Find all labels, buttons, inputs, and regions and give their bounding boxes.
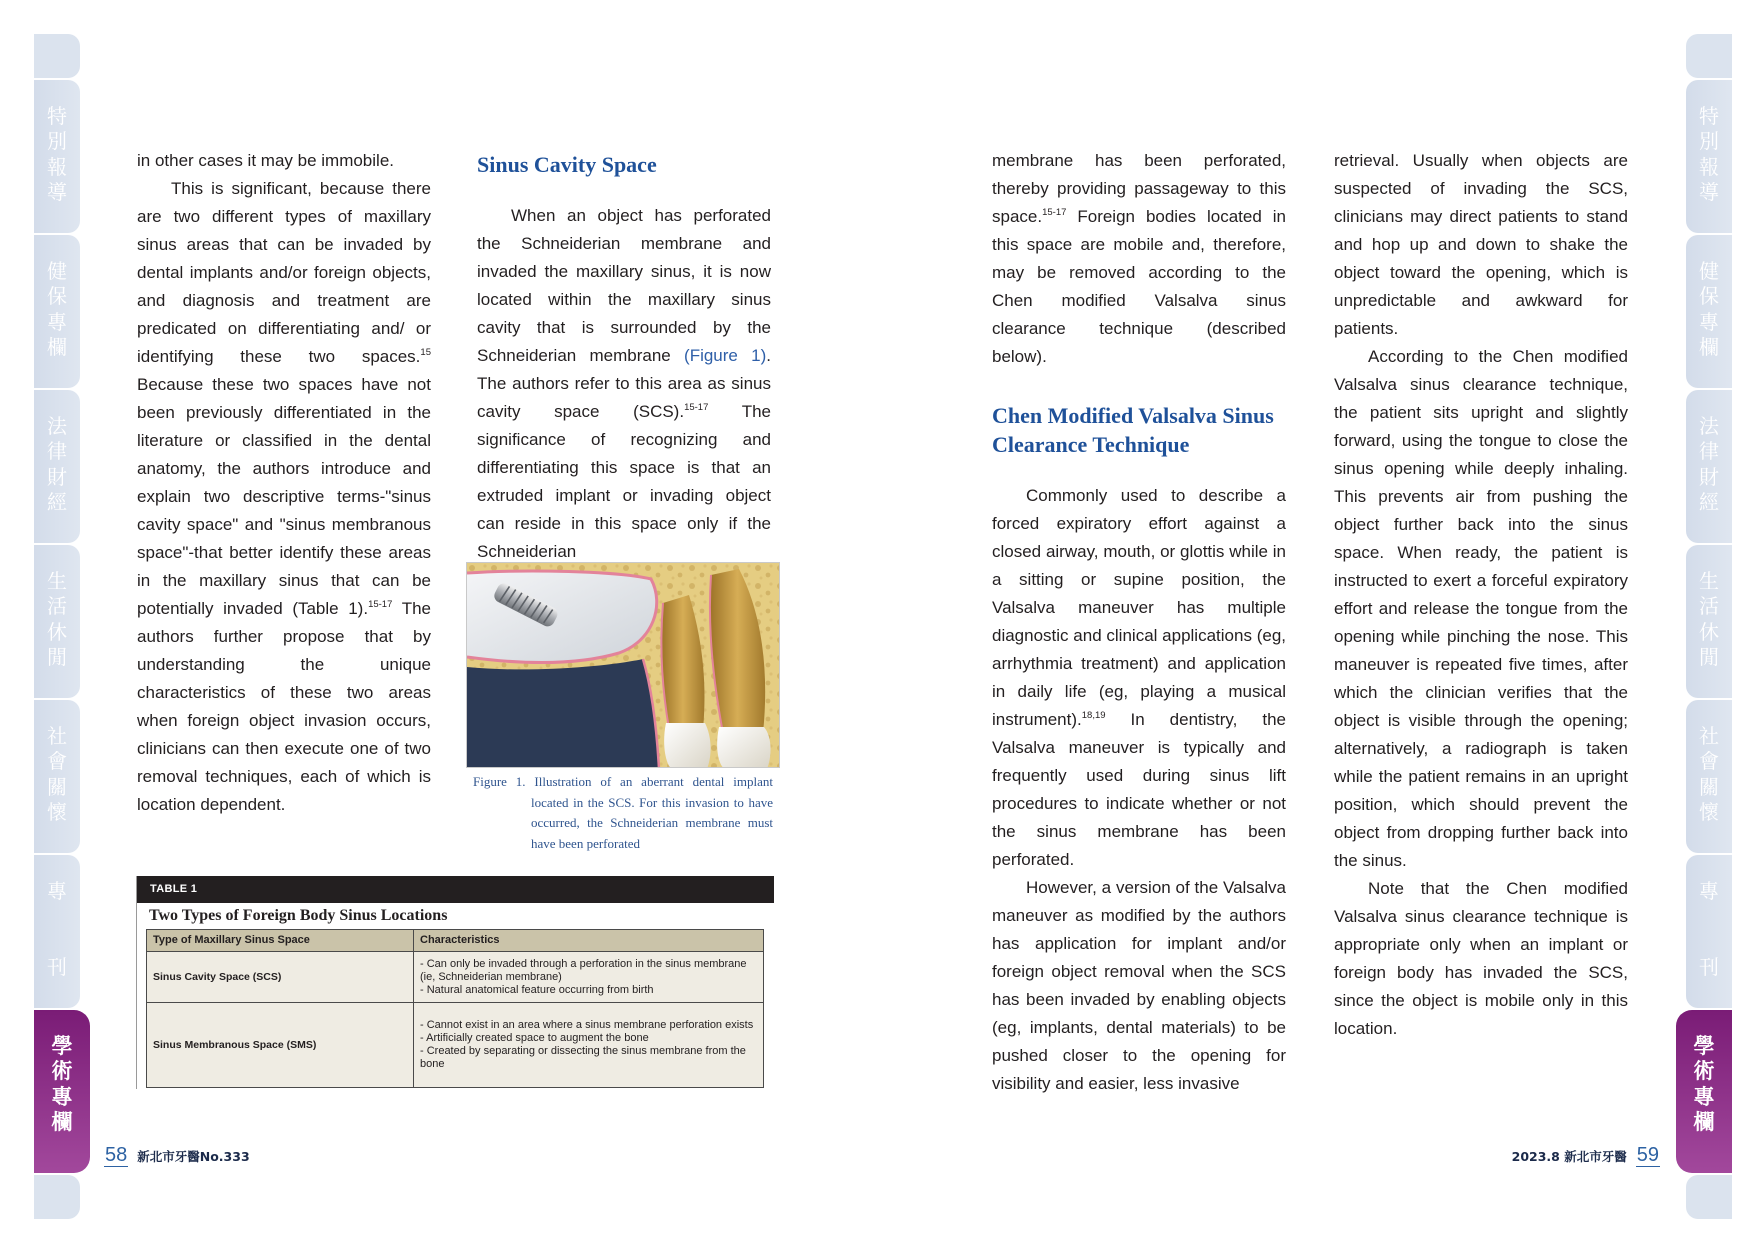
issue-date: 2023.8 xyxy=(1511,1149,1560,1164)
left-section-tabs xyxy=(34,34,80,1221)
figure-1-illustration xyxy=(467,563,780,768)
side-tab-4[interactable] xyxy=(1686,545,1732,698)
section-heading-chen-technique: Chen Modified Valsalva Sinus Clearance Technique xyxy=(992,403,1274,457)
table-row xyxy=(147,952,764,1003)
side-tab-char: 會 xyxy=(1699,749,1719,774)
side-tab-char: 特 xyxy=(47,104,67,128)
side-tab-4[interactable] xyxy=(34,545,80,698)
left-page-column-1 xyxy=(137,147,431,819)
side-tab-char: 學 xyxy=(51,1034,73,1058)
citation-superscript: 18,19 xyxy=(1081,710,1106,721)
side-tab-char: 閒 xyxy=(1699,644,1719,669)
side-tab-char: 法 xyxy=(1699,414,1719,438)
side-tab-3[interactable] xyxy=(34,390,80,543)
side-tab-char: 休 xyxy=(1699,619,1719,644)
side-tab-char: 健 xyxy=(1699,259,1719,283)
side-tab-1[interactable] xyxy=(34,80,80,233)
side-tab-char: 社 xyxy=(47,724,67,748)
side-tab-char: 保 xyxy=(1699,284,1719,309)
text-run: Commonly used to describe a forced expiratory effort against a closed airway, mouth, or glottis while in a sitting or supine position, the Valsalva maneuver has multiple diagnostic and clinical applications (eg, arrhythmia treatment) and application in daily life (eg, playing a musical instrument). xyxy=(992,486,1286,729)
side-tab-char: 專 xyxy=(51,1084,73,1109)
side-tab-char: 專 xyxy=(1699,879,1719,903)
side-tab-3[interactable] xyxy=(1686,390,1732,543)
side-tab-char: 導 xyxy=(47,179,67,204)
side-tab-label xyxy=(47,569,67,669)
paragraph xyxy=(1334,147,1628,343)
side-tab-char: 專 xyxy=(1693,1084,1715,1109)
figure-reference: (Figure 1) xyxy=(684,346,767,365)
side-tab-char: 別 xyxy=(47,129,67,154)
text-run: The authors further propose that by understanding the unique characteristics of these two areas when foreign object invasion occurs, clinicians can then execute one of two removal techniques, each of which is location dependent. xyxy=(137,599,431,814)
table-cell-space-type: Sinus Membranous Space (SMS) xyxy=(147,1003,414,1088)
side-tab-char: 欄 xyxy=(1693,1109,1715,1134)
side-tab-char: 生 xyxy=(47,569,67,593)
side-tab-char: 經 xyxy=(1699,489,1719,514)
paragraph xyxy=(992,147,1286,371)
side-tab-char: 報 xyxy=(1699,154,1719,179)
side-tab-char: 術 xyxy=(51,1059,73,1084)
side-tab-char: 關 xyxy=(1699,774,1719,799)
page-number: 59 xyxy=(1636,1144,1659,1166)
page-number: 58 xyxy=(105,1144,128,1166)
right-tab-list xyxy=(1686,80,1732,1173)
side-tab-char: 閒 xyxy=(47,644,67,669)
table-cell-characteristics xyxy=(414,1003,764,1088)
side-tab-char: 財 xyxy=(47,464,67,489)
side-tab-char: 專 xyxy=(47,309,67,334)
table-title: Two Types of Foreign Body Sinus Locations xyxy=(149,907,448,924)
side-tab-char: 別 xyxy=(1699,129,1719,154)
text-run: Foreign bodies located in this space are mobile and, therefore, may be removed according to the Chen modified Valsalva sinus clearance technique (described below). xyxy=(992,207,1286,366)
citation-superscript: 15-17 xyxy=(368,599,393,610)
soft-tissue-background xyxy=(467,659,659,768)
side-tab-5[interactable] xyxy=(34,700,80,853)
side-tab-char: 保 xyxy=(47,284,67,309)
table-grid xyxy=(146,929,764,1088)
figure-caption-text: Illustration of an aberrant dental implant located in the SCS. For this invasion to have occurred, the Schneiderian membrane must have been perforated xyxy=(525,774,773,851)
citation-superscript: 15 xyxy=(420,347,431,358)
side-tab-char: 律 xyxy=(47,439,67,464)
text-run: membrane has been perforated, thereby providing passageway to this space. xyxy=(992,151,1286,226)
characteristic-item: - Can only be invaded through a perforation in the sinus membrane (ie, Schneiderian membrane) xyxy=(420,957,747,983)
side-tab-char: 術 xyxy=(1693,1059,1715,1084)
text-run: However, a version of the Valsalva maneuver as modified by the authors has application for implant and/or foreign object removal when the SCS has been invaded by enabling objects (eg, implants, dental materials) to be pushed closer to the opening for visibility and easier, less invasive xyxy=(992,878,1286,1093)
paragraph xyxy=(992,874,1286,1098)
paragraph xyxy=(1334,343,1628,875)
table-row xyxy=(147,1003,764,1088)
side-tab-char: 專 xyxy=(47,879,67,903)
side-tab-char: 活 xyxy=(47,594,67,619)
side-tab-char: 生 xyxy=(1699,569,1719,593)
side-tab-label xyxy=(1699,414,1719,514)
right-page-column-1 xyxy=(992,147,1286,1098)
text-run: Because these two spaces have not been previously differentiated in the literature or classified in the dental anatomy, the authors introduce and explain two descriptive terms-"sinus cavity space" and "sinus membranous space"-that better identify these areas in the maxillary sinus that can be potentially invaded (Table 1). xyxy=(137,375,431,618)
side-tab-7[interactable] xyxy=(34,1010,90,1173)
side-tab-char: 關 xyxy=(47,774,67,799)
side-tab-label xyxy=(1699,569,1719,669)
side-tab-char: 刊 xyxy=(47,955,67,979)
magazine-issue: 新北市牙醫No.333 xyxy=(137,1149,250,1164)
side-tab-label xyxy=(1699,879,1719,979)
side-tab-char: 欄 xyxy=(47,334,67,359)
side-tab-char: 社 xyxy=(1699,724,1719,748)
side-tab-label xyxy=(47,104,67,204)
side-tab-label xyxy=(47,259,67,359)
text-run: retrieval. Usually when objects are suspected of invading the SCS, clinicians may direct patients to stand and hop up and down to shake the object toward the opening, which is unpredictable and awkward for patients. xyxy=(1334,151,1628,338)
table-header-row xyxy=(147,930,764,952)
side-tab-char: 導 xyxy=(1699,179,1719,204)
side-tab-label xyxy=(47,724,67,824)
tab-cap-bottom xyxy=(34,1175,80,1219)
figure-1 xyxy=(466,562,780,768)
right-page-column-2 xyxy=(1334,147,1628,1043)
side-tab-2[interactable] xyxy=(34,235,80,388)
table-label: TABLE 1 xyxy=(137,876,774,903)
text-run: in other cases it may be immobile. xyxy=(137,151,394,170)
tooth-crown xyxy=(664,723,710,768)
side-tab-char: 財 xyxy=(1699,464,1719,489)
table-1 xyxy=(136,876,774,1089)
side-tab-label xyxy=(47,879,67,979)
text-run: Note that the Chen modified Valsalva sinus clearance technique is appropriate only when an implant or foreign body has invaded the SCS, since the object is mobile only in this location. xyxy=(1334,879,1628,1038)
text-run: According to the Chen modified Valsalva sinus clearance technique, the patient sits upright and slightly forward, using the tongue to close the sinus opening while deeply inhaling. This prevents air from pushing the object further back into the sinus space. When ready, the patient is instructed to exert a forceful expiratory effort and release the tongue from the opening while pinching the nose. This maneuver is repeated five times, after which the clinician verifies that the object is visible through the opening; alternatively, a radiograph is taken while the patient remains in an upright position, which should prevent the object from dropping further back into the sinus. xyxy=(1334,347,1628,870)
characteristic-item: - Natural anatomical feature occurring from birth xyxy=(420,983,654,996)
tab-cap-bottom xyxy=(1686,1175,1732,1219)
left-page-column-2 xyxy=(477,150,771,566)
paragraph xyxy=(477,202,771,566)
magazine-issue xyxy=(1512,1147,1627,1167)
side-tab-char: 會 xyxy=(47,749,67,774)
characteristic-item: - Artificially created space to augment the bone xyxy=(420,1032,649,1044)
side-tab-char: 活 xyxy=(1699,594,1719,619)
side-tab-6[interactable] xyxy=(34,855,80,1008)
side-tab-char: 刊 xyxy=(1699,955,1719,979)
side-tab-char: 法 xyxy=(47,414,67,438)
side-tab-char: 律 xyxy=(1699,439,1719,464)
paragraph xyxy=(137,147,431,175)
side-tab-label xyxy=(47,414,67,514)
side-tab-6[interactable] xyxy=(1686,855,1732,1008)
left-tab-list xyxy=(34,80,80,1173)
tab-cap-top xyxy=(1686,34,1732,78)
text-run: The significance of recognizing and differentiating this space is that an extruded implant or invading object can reside in this space only if the Schneiderian xyxy=(477,402,772,561)
text-run: This is significant, because there are two different types of maxillary sinus areas that can be invaded by dental implants and/or foreign objects, and diagnosis and treatment are predicated on differentiating and/ or identifying these two spaces. xyxy=(137,179,431,366)
side-tab-label xyxy=(1699,104,1719,204)
side-tab-char: 懷 xyxy=(1699,799,1719,824)
right-page-footer xyxy=(1512,1144,1660,1167)
side-tab-char: 懷 xyxy=(47,799,67,824)
tooth-crown xyxy=(717,727,770,768)
table-cell-characteristics xyxy=(414,952,764,1003)
side-tab-char: 經 xyxy=(47,489,67,514)
side-tab-char: 健 xyxy=(47,259,67,283)
table-cell-space-type: Sinus Cavity Space (SCS) xyxy=(147,952,414,1003)
figure-1-caption xyxy=(473,772,773,854)
side-tab-1[interactable] xyxy=(1686,80,1732,233)
paragraph xyxy=(992,482,1286,874)
side-tab-char: 特 xyxy=(1699,104,1719,128)
side-tab-label xyxy=(1694,1034,1715,1134)
characteristic-item: - Cannot exist in an area where a sinus membrane perforation exists xyxy=(420,1019,754,1031)
right-section-tabs xyxy=(1686,34,1732,1221)
text-run: . The authors refer to this area as sinus cavity space (SCS). xyxy=(477,346,771,421)
side-tab-2[interactable] xyxy=(1686,235,1732,388)
text-run: In dentistry, the Valsalva maneuver is typically and frequently used during sinus lift procedures to indicate whether or not the sinus membrane has been perforated. xyxy=(992,710,1286,869)
magazine-name: 新北市牙醫 xyxy=(1564,1149,1627,1164)
paragraph xyxy=(1334,875,1628,1043)
side-tab-label xyxy=(52,1034,73,1134)
side-tab-char: 休 xyxy=(47,619,67,644)
side-tab-char: 欄 xyxy=(1699,334,1719,359)
side-tab-char: 報 xyxy=(47,154,67,179)
side-tab-char: 學 xyxy=(1693,1034,1715,1058)
side-tab-label xyxy=(1699,259,1719,359)
table-header-cell: Type of Maxillary Sinus Space xyxy=(147,930,414,952)
table-header-cell: Characteristics xyxy=(414,930,764,952)
side-tab-7[interactable] xyxy=(1676,1010,1732,1173)
side-tab-char: 專 xyxy=(1699,309,1719,334)
side-tab-char: 欄 xyxy=(51,1109,73,1134)
citation-superscript: 15-17 xyxy=(684,402,709,413)
side-tab-5[interactable] xyxy=(1686,700,1732,853)
left-page-footer xyxy=(104,1144,250,1167)
text-run: When an object has perforated the Schneiderian membrane and invaded the maxillary sinus, it is now located within the maxillary sinus cavity that is surrounded by the Schneiderian membrane xyxy=(477,206,771,365)
paragraph xyxy=(137,175,431,819)
characteristic-item: - Created by separating or dissecting the sinus membrane from the bone xyxy=(420,1045,746,1070)
section-heading-sinus-cavity-space: Sinus Cavity Space xyxy=(477,152,657,177)
figure-caption-label: Figure 1. xyxy=(473,774,526,789)
citation-superscript: 15-17 xyxy=(1042,207,1067,218)
tab-cap-top xyxy=(34,34,80,78)
side-tab-label xyxy=(1699,724,1719,824)
